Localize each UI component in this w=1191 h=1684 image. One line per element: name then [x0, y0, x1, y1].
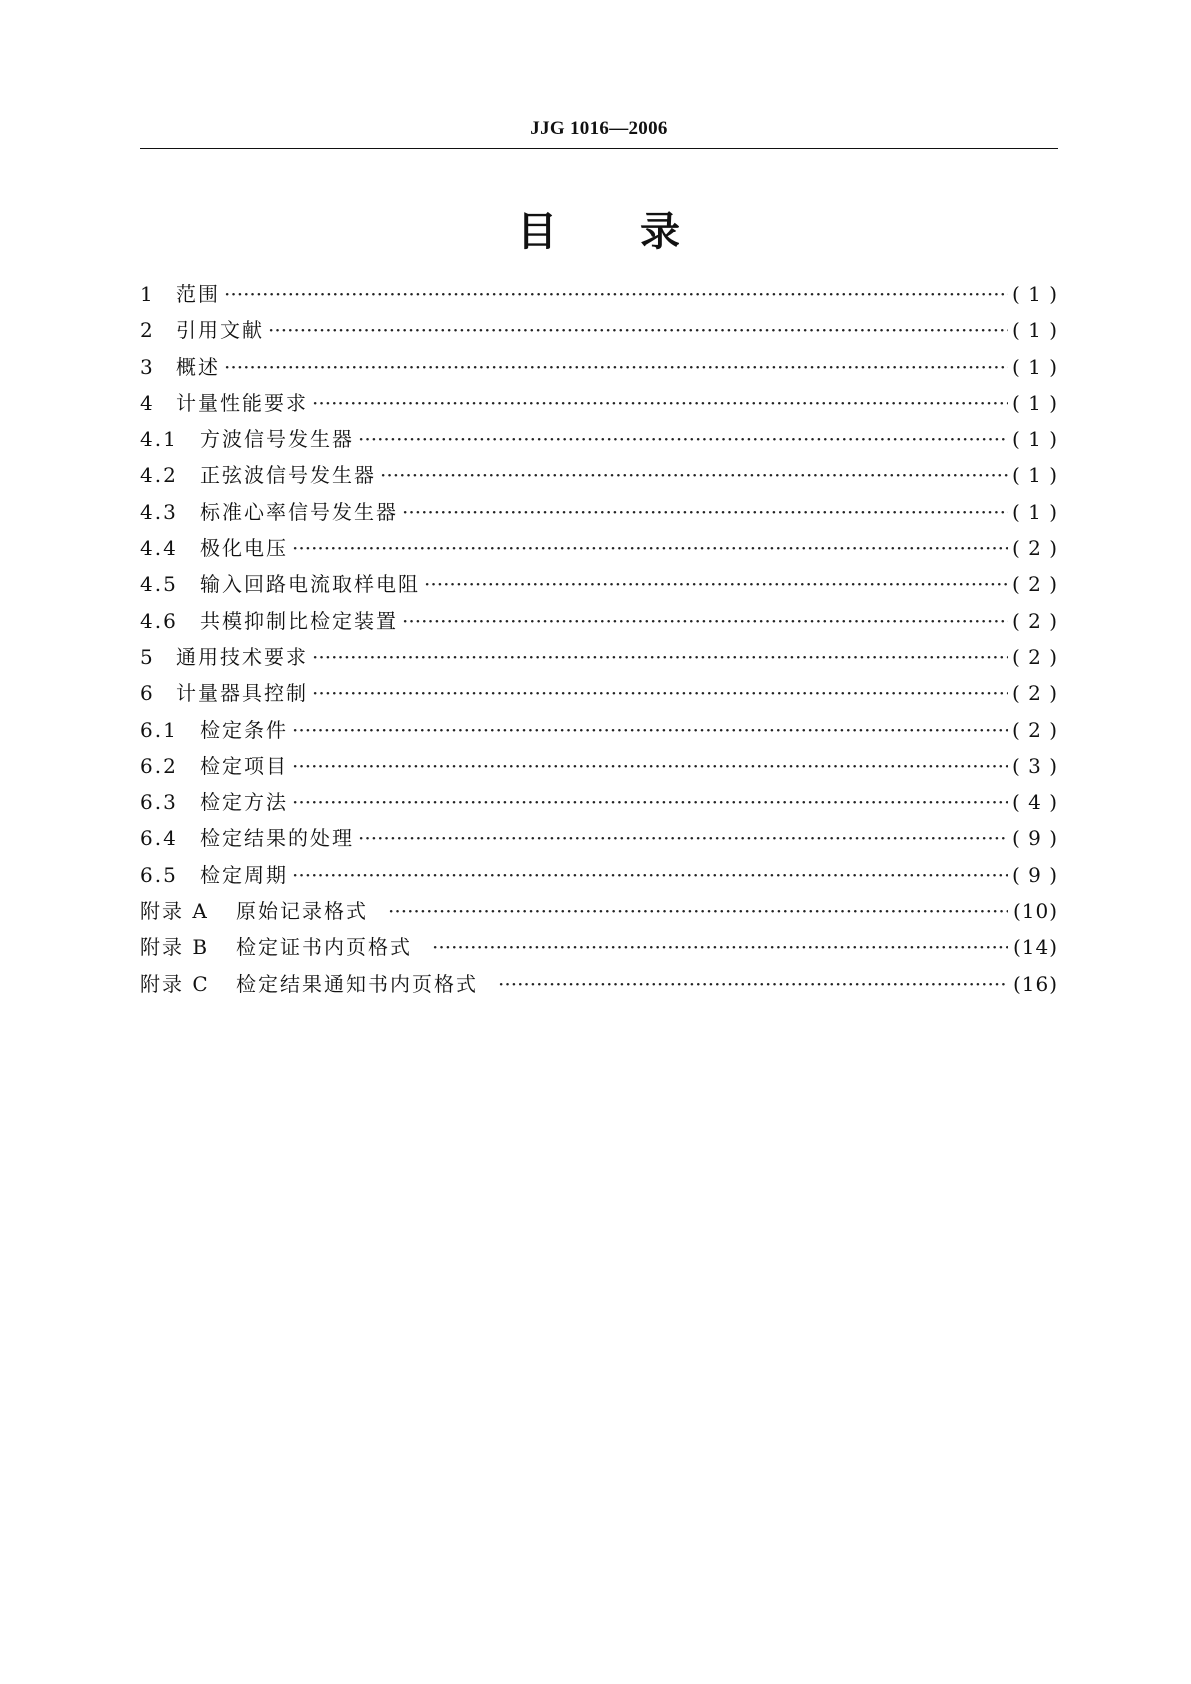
toc-entry[interactable]	[140, 641, 1058, 677]
toc-entry[interactable]	[140, 786, 1058, 822]
toc-entry-number: 6.5	[140, 862, 178, 887]
toc-entry-title: 输入回路电流取样电阻	[200, 572, 420, 597]
toc-entry[interactable]	[140, 278, 1058, 314]
toc-entry-title: 检定证书内页格式	[236, 935, 412, 960]
toc-entry-number: 4.3	[140, 499, 178, 524]
toc-entry-page: ( 2 )	[1012, 536, 1059, 561]
toc-entry[interactable]	[140, 859, 1058, 895]
dot-leader	[312, 645, 1008, 669]
toc-entry-page: ( 1 )	[1012, 318, 1059, 343]
dot-leader	[292, 754, 1008, 778]
toc-entry-number: 4.4	[140, 536, 178, 561]
toc-entry[interactable]	[140, 822, 1058, 858]
dot-leader	[402, 609, 1008, 633]
dot-leader	[292, 718, 1008, 742]
toc-entry-title: 概述	[176, 354, 220, 379]
dot-leader	[358, 826, 1008, 850]
toc-entry-number: 1	[140, 282, 155, 306]
toc-entry-number: 6.4	[140, 826, 178, 851]
toc-entry-number: 4.1	[140, 427, 178, 452]
toc-entry-number: 4.6	[140, 608, 178, 633]
toc-entry[interactable]	[140, 496, 1058, 532]
toc-entry-title: 正弦波信号发生器	[200, 463, 376, 488]
toc-entry-title: 方波信号发生器	[200, 427, 354, 452]
toc-entry-title: 检定项目	[200, 753, 288, 778]
toc-entry-page: ( 2 )	[1012, 608, 1059, 633]
toc-entry[interactable]	[140, 459, 1058, 495]
toc-entry-title: 引用文献	[176, 318, 264, 343]
dot-leader	[432, 935, 1008, 959]
toc-entry-title: 原始记录格式	[236, 899, 368, 924]
toc-entry-page: ( 2 )	[1012, 717, 1059, 742]
toc-entry-title: 极化电压	[200, 536, 288, 561]
dot-leader	[292, 536, 1008, 560]
toc-entry-page: ( 1 )	[1012, 390, 1059, 415]
header-rule	[140, 148, 1058, 149]
toc-entry-number: 3	[140, 354, 155, 379]
toc-entry-number: 附录 A	[140, 899, 209, 924]
toc-entry[interactable]	[140, 677, 1058, 713]
toc-entry[interactable]	[140, 532, 1058, 568]
toc-entry-number: 附录 C	[140, 971, 210, 996]
toc-entry-title: 检定结果的处理	[200, 826, 354, 851]
toc-entry-page: ( 1 )	[1012, 463, 1059, 488]
toc-entry[interactable]	[140, 895, 1058, 931]
toc-entry-page: ( 9 )	[1012, 862, 1059, 887]
toc-entry-number: 6	[140, 681, 155, 706]
dot-leader	[292, 863, 1008, 887]
toc-entry-page: ( 4 )	[1012, 790, 1059, 815]
toc-entry-number: 5	[140, 644, 155, 669]
dot-leader	[268, 318, 1008, 342]
toc-entry-page: (10)	[1012, 899, 1058, 924]
toc-entry-page: ( 1 )	[1012, 427, 1059, 452]
toc-entry-number: 4.2	[140, 463, 178, 488]
toc-entry-page: (16)	[1012, 971, 1058, 996]
toc-entry-title: 范围	[176, 282, 220, 306]
toc-entry-page: ( 2 )	[1012, 644, 1059, 669]
dot-leader	[388, 899, 1008, 923]
toc-entry-number: 4	[140, 390, 155, 415]
toc-entry-number: 2	[140, 318, 155, 343]
toc-entry[interactable]	[140, 968, 1058, 1004]
toc-entry-title: 计量性能要求	[176, 390, 308, 415]
dot-leader	[402, 500, 1008, 524]
toc-entry-number: 6.2	[140, 753, 178, 778]
toc-entry-number: 6.3	[140, 790, 178, 815]
toc-list	[140, 278, 1058, 1004]
toc-title-char: 录	[640, 209, 681, 255]
toc-entry-page: ( 3 )	[1012, 753, 1059, 778]
toc-entry-title: 共模抑制比检定装置	[200, 608, 398, 633]
toc-entry-page: ( 1 )	[1012, 354, 1059, 379]
dot-leader	[224, 355, 1008, 379]
toc-entry[interactable]	[140, 387, 1058, 423]
toc-entry-page: ( 9 )	[1012, 826, 1059, 851]
toc-entry-page: (14)	[1012, 935, 1058, 960]
dot-leader	[312, 681, 1008, 705]
toc-entry-number: 6.1	[140, 717, 178, 742]
dot-leader	[312, 391, 1008, 415]
toc-entry-number: 4.5	[140, 572, 178, 597]
toc-title-char: 目	[517, 209, 558, 255]
toc-entry[interactable]	[140, 423, 1058, 459]
toc-entry-title: 检定结果通知书内页格式	[236, 971, 478, 996]
dot-leader	[380, 463, 1008, 487]
toc-entry-title: 检定条件	[200, 717, 288, 742]
dot-leader	[224, 282, 1008, 306]
dot-leader	[424, 572, 1008, 596]
toc-entry[interactable]	[140, 568, 1058, 604]
toc-entry-number: 附录 B	[140, 935, 210, 960]
dot-leader	[292, 790, 1008, 814]
toc-entry-title: 通用技术要求	[176, 644, 308, 669]
toc-entry[interactable]	[140, 605, 1058, 641]
toc-entry-title: 检定周期	[200, 862, 288, 887]
dot-leader	[358, 427, 1008, 451]
toc-entry[interactable]	[140, 314, 1058, 350]
toc-entry[interactable]	[140, 750, 1058, 786]
toc-entry-title: 标准心率信号发生器	[200, 499, 398, 524]
toc-entry[interactable]	[140, 714, 1058, 750]
toc-entry-page: ( 1 )	[1012, 282, 1059, 306]
toc-entry-page: ( 1 )	[1012, 499, 1059, 524]
toc-entry-page: ( 2 )	[1012, 681, 1059, 706]
standard-code-header: JJG 1016—2006	[530, 118, 668, 139]
toc-entry[interactable]	[140, 351, 1058, 387]
toc-entry-page: ( 2 )	[1012, 572, 1059, 597]
toc-entry[interactable]	[140, 931, 1058, 967]
toc-title	[140, 200, 1058, 257]
dot-leader	[498, 972, 1008, 996]
toc-entry-title: 计量器具控制	[176, 681, 308, 706]
toc-entry-title: 检定方法	[200, 790, 288, 815]
